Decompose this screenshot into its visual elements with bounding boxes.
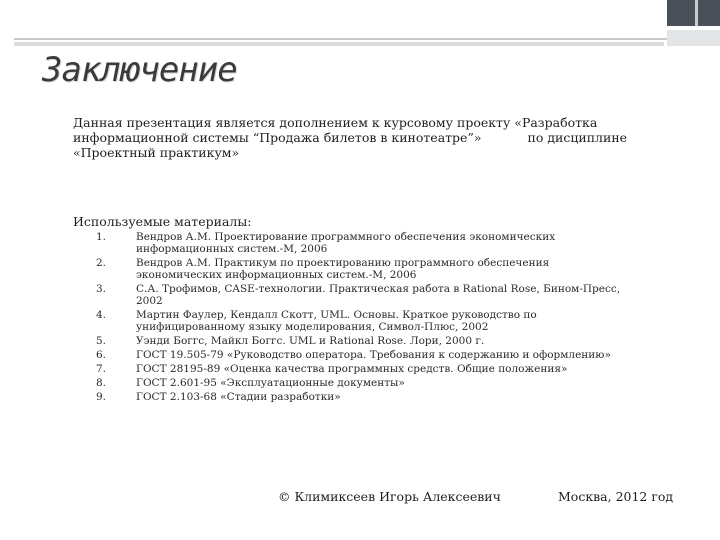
reference-text bbox=[136, 231, 676, 255]
reference-text-line: Уэнди Боггс, Майкл Боггс. UML и Rational Rose. Лори, 2000 г. bbox=[136, 335, 485, 347]
reference-number: 7. bbox=[96, 363, 107, 375]
intro-line: «Проектный практикум» bbox=[73, 145, 240, 160]
intro-line-part: информационной системы “Продажа билетов в кинотеатре”» bbox=[73, 130, 482, 145]
materials-heading: Используемые материалы: bbox=[73, 214, 252, 229]
reference-text-line: ГОСТ 2.103-68 «Стадии разработки» bbox=[136, 391, 341, 403]
reference-text-line: экономических информационных систем.-М, 2006 bbox=[136, 269, 417, 281]
reference-number: 5. bbox=[96, 335, 107, 347]
reference-item bbox=[96, 391, 676, 403]
footer-place-date: Москва, 2012 год bbox=[558, 489, 674, 504]
reference-text bbox=[136, 309, 676, 333]
intro-line-part: по дисциплине bbox=[527, 130, 628, 145]
slide-title: Заключение bbox=[42, 50, 237, 90]
reference-item bbox=[96, 283, 676, 307]
intro-line bbox=[73, 130, 683, 145]
reference-item bbox=[96, 309, 676, 333]
reference-text bbox=[136, 391, 676, 403]
reference-text-line: информационных систем.-М, 2006 bbox=[136, 243, 328, 255]
reference-number: 3. bbox=[96, 283, 107, 295]
reference-item bbox=[96, 335, 676, 347]
reference-text-line: ГОСТ 2.601-95 «Эксплуатационные документы» bbox=[136, 377, 405, 389]
header-divider-line bbox=[14, 38, 714, 40]
references-list bbox=[96, 231, 676, 405]
reference-text bbox=[136, 363, 676, 375]
reference-number: 8. bbox=[96, 377, 107, 389]
reference-item bbox=[96, 231, 676, 255]
reference-text-line: ГОСТ 19.505-79 «Руководство оператора. Требования к содержанию и оформлению» bbox=[136, 349, 611, 361]
header-accent-bar bbox=[14, 42, 664, 46]
reference-item bbox=[96, 349, 676, 361]
reference-text-line: 2002 bbox=[136, 295, 163, 307]
reference-text-line: унифицированному языку моделирования, Символ-Плюс, 2002 bbox=[136, 321, 489, 333]
reference-item bbox=[96, 257, 676, 281]
reference-number: 1. bbox=[96, 231, 107, 243]
corner-decoration-lower bbox=[667, 30, 720, 46]
reference-item bbox=[96, 377, 676, 389]
intro-paragraph bbox=[73, 115, 683, 160]
footer-author: © Климиксеев Игорь Алексеевич bbox=[278, 489, 501, 504]
reference-text-line: ГОСТ 28195-89 «Оценка качества программных средств. Общие положения» bbox=[136, 363, 568, 375]
reference-text-line: С.А. Трофимов, CASE-технологии. Практическая работа в Rational Rose, Бином-Пресс, bbox=[136, 283, 621, 295]
reference-text bbox=[136, 349, 676, 361]
reference-text bbox=[136, 335, 676, 347]
reference-number: 2. bbox=[96, 257, 107, 269]
reference-text-line: Мартин Фаулер, Кендалл Скотт, UML. Основы. Краткое руководство по bbox=[136, 309, 537, 321]
reference-text bbox=[136, 377, 676, 389]
reference-text bbox=[136, 257, 676, 281]
reference-number: 4. bbox=[96, 309, 107, 321]
reference-text-line: Вендров А.М. Проектирование программного обеспечения экономических bbox=[136, 231, 556, 243]
reference-number: 9. bbox=[96, 391, 107, 403]
reference-number: 6. bbox=[96, 349, 107, 361]
reference-text-line: Вендров А.М. Практикум по проектированию программного обеспечения bbox=[136, 257, 550, 269]
corner-decoration-block bbox=[667, 0, 720, 26]
reference-text bbox=[136, 283, 676, 307]
reference-item bbox=[96, 363, 676, 375]
corner-decoration-stripe bbox=[695, 0, 698, 26]
intro-line: Данная презентация является дополнением к курсовому проекту «Разработка bbox=[73, 115, 598, 130]
